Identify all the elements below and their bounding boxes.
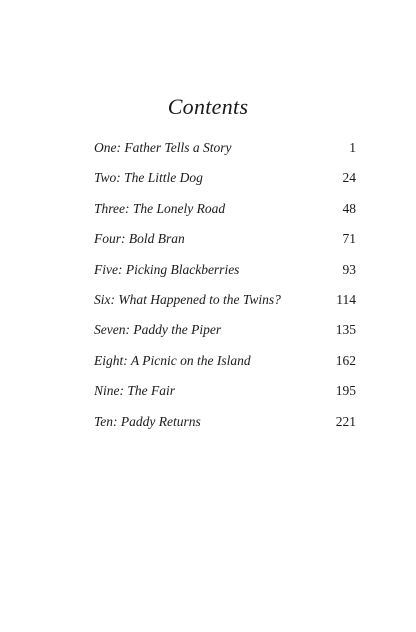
page-number: 93: [342, 261, 356, 277]
toc-entry: [94, 381, 356, 411]
chapter-title: Ten: Paddy Returns: [94, 413, 201, 429]
toc-entry: [94, 260, 356, 290]
chapter-title: Eight: A Picnic on the Island: [94, 352, 251, 368]
page-number: 195: [335, 383, 356, 399]
toc-entry: [94, 320, 356, 350]
toc-entry: [94, 351, 356, 381]
chapter-title: Three: The Lonely Road: [94, 200, 226, 216]
page-number: 1: [349, 140, 356, 155]
toc-entry: [94, 229, 356, 259]
chapter-title: One: Father Tells a Story: [94, 140, 232, 155]
toc-entry: [94, 199, 356, 229]
toc-entry: [94, 168, 356, 198]
page-number: 135: [335, 322, 356, 338]
table-of-contents: [94, 138, 356, 442]
toc-entry: [94, 290, 356, 320]
page-number: 162: [335, 352, 356, 368]
chapter-title: Four: Bold Bran: [94, 231, 185, 247]
page-number: 221: [335, 413, 356, 429]
chapter-title: Five: Picking Blackberries: [94, 261, 240, 277]
chapter-title: Six: What Happened to the Twins?: [94, 291, 281, 307]
chapter-title: Two: The Little Dog: [94, 170, 203, 186]
page-number: 24: [342, 170, 356, 186]
page-number: 114: [336, 291, 356, 307]
toc-entry: [94, 138, 356, 168]
toc-entry: [94, 412, 356, 442]
contents-heading: Contents: [167, 94, 249, 119]
chapter-title: Nine: The Fair: [94, 383, 175, 399]
page-number: 71: [342, 231, 356, 247]
page-number: 48: [342, 200, 356, 216]
chapter-title: Seven: Paddy the Piper: [94, 322, 222, 338]
